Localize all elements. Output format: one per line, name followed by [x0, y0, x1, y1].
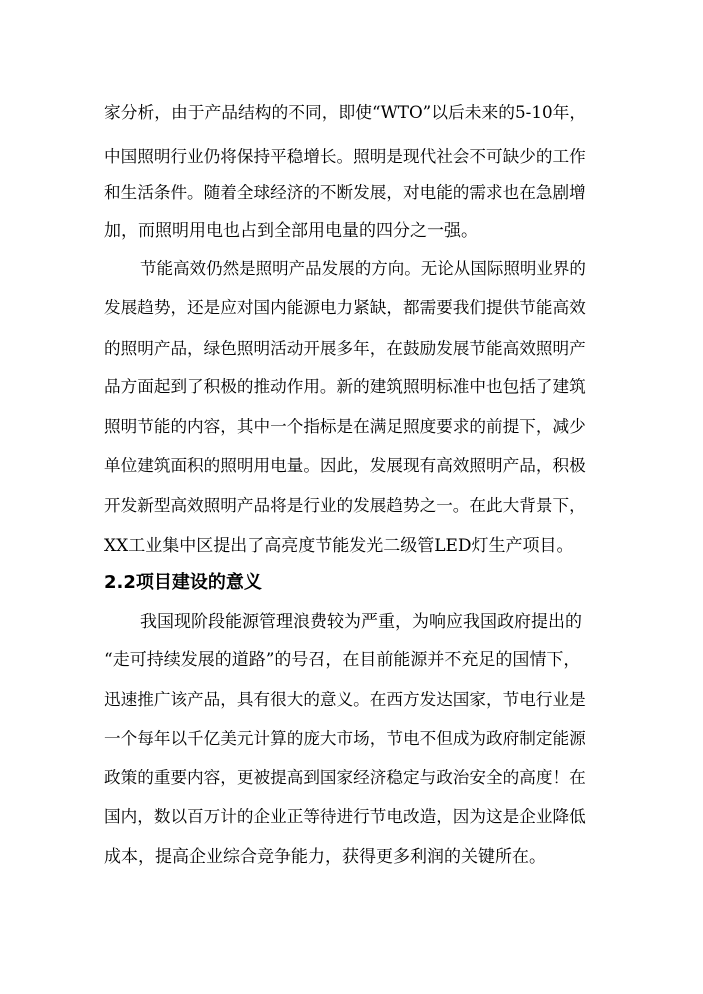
paragraph-line: 发展趋势，还是应对国内能源电力紧缺，都需要我们提供节能高效 [104, 298, 586, 317]
paragraph-line: 中国照明行业仍将保持平稳增长。照明是现代社会不可缺少的工作 [104, 147, 586, 166]
paragraph-line: 我国现阶段能源管理浪费较为严重，为响应我国政府提出的 [140, 612, 582, 632]
paragraph-line: 品方面起到了积极的推动作用。新的建筑照明标准中也包括了建筑 [104, 377, 586, 396]
paragraph-line: 家分析，由于产品结构的不同，即使“WTO”以后未来的5-10年， [104, 102, 587, 122]
paragraph-line: XX工业集中区提出了高亮度节能发光二级管LED灯生产项目。 [104, 536, 574, 556]
paragraph-line: 照明节能的内容，其中一个指标是在满足照度要求的前提下，减少 [104, 417, 586, 436]
section-heading: 2.2项目建设的意义 [104, 572, 262, 593]
paragraph-line: “走可持续发展的道路”的号召，在目前能源并不充足的国情下， [104, 650, 581, 670]
paragraph-line: 政策的重要内容，更被提高到国家经济稳定与政治安全的高度！在 [104, 768, 586, 787]
paragraph-line: 成本，提高企业综合竞争能力，获得更多利润的关键所在。 [104, 847, 546, 867]
paragraph-line: 和生活条件。随着全球经济的不断发展，对电能的需求也在急剧增 [104, 183, 586, 202]
paragraph-line: 开发新型高效照明产品将是行业的发展趋势之一。在此大背景下， [104, 496, 586, 515]
paragraph-line: 加，而照明用电也占到全部用电量的四分之一强。 [104, 221, 478, 241]
paragraph-line: 一个每年以千亿美元计算的庞大市场，节电不但成为政府制定能源 [104, 729, 586, 748]
paragraph-line: 迅速推广该产品，具有很大的意义。在西方发达国家，节电行业是 [104, 690, 586, 709]
paragraph-line: 国内，数以百万计的企业正等待进行节电改造，因为这是企业降低 [104, 807, 586, 826]
paragraph-line: 的照明产品，绿色照明活动开展多年，在鼓励发展节能高效照明产 [104, 339, 586, 358]
paragraph-line: 节能高效仍然是照明产品发展的方向。无论从国际照明业界的 [140, 259, 586, 278]
paragraph-line: 单位建筑面积的照明用电量。因此，发展现有高效照明产品，积极 [104, 456, 586, 475]
